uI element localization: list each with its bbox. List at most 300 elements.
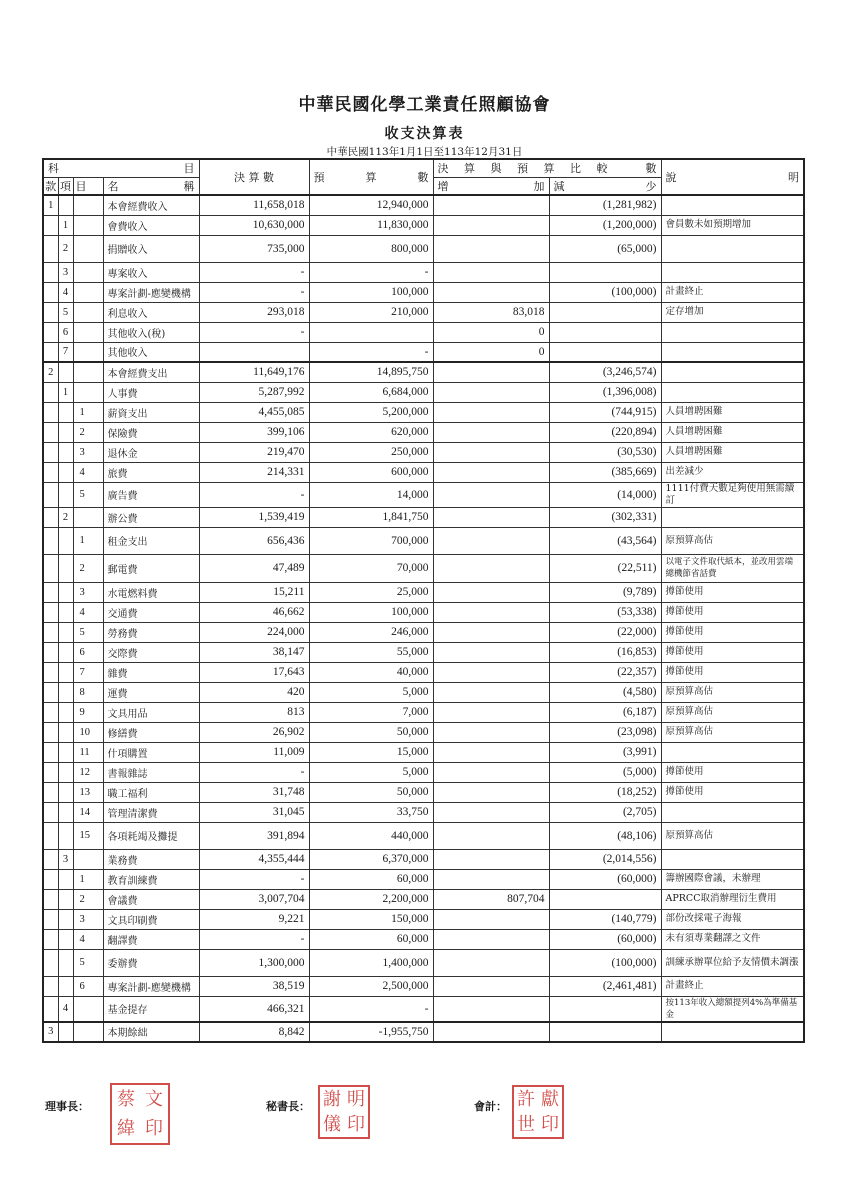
table-row [43, 382, 804, 402]
actual-cell: - [199, 282, 309, 302]
table-row [43, 802, 804, 822]
table-row [43, 949, 804, 976]
name-label-end: 稱 [183, 179, 195, 193]
decrease-cell [549, 889, 661, 909]
organization-title: 中華民國化學工業責任照顧協會 [298, 95, 551, 115]
item-name-cell: 勞務費 [103, 622, 199, 642]
item-name-cell: 廣告費 [103, 482, 199, 507]
actual-cell: 31,748 [199, 782, 309, 802]
note-cell: 按113年收入總額提列4%為準備基金 [661, 996, 804, 1022]
note-cell [661, 507, 804, 527]
decrease-header [549, 177, 661, 195]
kuan-cell [43, 235, 58, 262]
xiang-cell [58, 422, 73, 442]
note-cell: 撙節使用 [661, 662, 804, 682]
kuan-cell [43, 949, 58, 976]
xiang-cell [58, 682, 73, 702]
table-row [43, 342, 804, 362]
note-cell [661, 362, 804, 382]
item-name-cell: 旅費 [103, 462, 199, 482]
note-cell: 撙節使用 [661, 622, 804, 642]
budget-cell: - [309, 996, 433, 1022]
decrease-cell: (60,000) [549, 869, 661, 889]
kuan-cell [43, 422, 58, 442]
actual-cell: 399,106 [199, 422, 309, 442]
increase-cell [433, 1022, 549, 1042]
mu-cell [73, 362, 103, 382]
item-name-cell: 專案收入 [103, 262, 199, 282]
note-cell [661, 849, 804, 869]
table-row [43, 929, 804, 949]
comparison-header [433, 159, 661, 177]
kuan-cell [43, 742, 58, 762]
xiang-cell [58, 362, 73, 382]
item-name-cell: 文具用品 [103, 702, 199, 722]
decrease-cell: (302,331) [549, 507, 661, 527]
report-period: 中華民國113年1月1日至113年12月31日 [326, 146, 523, 158]
chairman-seal-stamp [110, 1083, 170, 1145]
decrease-cell: (744,915) [549, 402, 661, 422]
note-cell [661, 195, 804, 215]
item-name-cell: 書報雜誌 [103, 762, 199, 782]
actual-cell: 8,842 [199, 1022, 309, 1042]
budget-cell: 800,000 [309, 235, 433, 262]
xiang-cell [58, 869, 73, 889]
budget-cell: 55,000 [309, 642, 433, 662]
kuan-cell [43, 482, 58, 507]
note-cell: 出差減少 [661, 462, 804, 482]
mu-cell: 13 [73, 782, 103, 802]
item-name-cell: 各項耗竭及攤提 [103, 822, 199, 849]
increase-cell [433, 909, 549, 929]
actual-header: 決 算 數 [199, 159, 309, 195]
increase-cell: 83,018 [433, 302, 549, 322]
increase-cell [433, 996, 549, 1022]
increase-cell [433, 929, 549, 949]
decrease-cell [549, 262, 661, 282]
increase-cell [433, 462, 549, 482]
item-name-cell: 職工福利 [103, 782, 199, 802]
actual-cell: - [199, 262, 309, 282]
mu-cell: 4 [73, 602, 103, 622]
actual-cell: 1,539,419 [199, 507, 309, 527]
budget-cell: 25,000 [309, 582, 433, 602]
note-cell: 撙節使用 [661, 602, 804, 622]
actual-cell: 391,894 [199, 822, 309, 849]
increase-cell [433, 849, 549, 869]
note-cell: 原預算高估 [661, 527, 804, 554]
seal-character: 許 [517, 1088, 535, 1110]
budget-cell: 1,400,000 [309, 949, 433, 976]
actual-cell: - [199, 929, 309, 949]
table-row [43, 262, 804, 282]
xiang-cell [58, 822, 73, 849]
table-row [43, 869, 804, 889]
item-name-cell: 交際費 [103, 642, 199, 662]
item-name-cell: 辦公費 [103, 507, 199, 527]
item-name-cell: 專案計劃-應變機構 [103, 976, 199, 996]
mu-cell: 4 [73, 929, 103, 949]
xiang-cell [58, 662, 73, 682]
note-cell: APRCC取消辦理衍生費用 [661, 889, 804, 909]
table-row [43, 582, 804, 602]
decrease-cell: (2,014,556) [549, 849, 661, 869]
table-row [43, 909, 804, 929]
budget-cell: 5,000 [309, 682, 433, 702]
mu-cell: 1 [73, 527, 103, 554]
decrease-cell: (22,511) [549, 554, 661, 582]
table-row [43, 976, 804, 996]
budget-cell: 14,895,750 [309, 362, 433, 382]
note-cell: 1111付費天數足夠使用無需續訂 [661, 482, 804, 507]
table-body [43, 195, 804, 1042]
decrease-cell: (100,000) [549, 949, 661, 976]
budget-cell: 5,200,000 [309, 402, 433, 422]
table-row [43, 742, 804, 762]
item-name-cell: 其他收入(稅) [103, 322, 199, 342]
note-cell [661, 322, 804, 342]
decrease-cell: (1,200,000) [549, 215, 661, 235]
budget-cell: 11,830,000 [309, 215, 433, 235]
table-row [43, 822, 804, 849]
secretary-signature-label: 秘書長： [266, 1100, 310, 1113]
table-row [43, 702, 804, 722]
seal-character: 世 [517, 1113, 535, 1135]
xiang-cell [58, 602, 73, 622]
item-name-cell: 捐贈收入 [103, 235, 199, 262]
budget-cell: - [309, 342, 433, 362]
kuan-cell [43, 662, 58, 682]
note-cell: 籌辦國際會議，未辦理 [661, 869, 804, 889]
decrease-cell: (385,669) [549, 462, 661, 482]
item-name-cell: 專案計劃-應變機構 [103, 282, 199, 302]
budget-cell: 250,000 [309, 442, 433, 462]
kuan-cell [43, 302, 58, 322]
note-cell: 計畫終止 [661, 282, 804, 302]
xiang-cell: 3 [58, 849, 73, 869]
mu-cell [73, 849, 103, 869]
xiang-cell [58, 949, 73, 976]
increase-cell [433, 527, 549, 554]
kuan-cell [43, 762, 58, 782]
kuan-cell [43, 822, 58, 849]
note-cell: 人員增聘困難 [661, 402, 804, 422]
xiang-cell [58, 1022, 73, 1042]
xiang-cell [58, 442, 73, 462]
actual-cell: 5,287,992 [199, 382, 309, 402]
xiang-cell [58, 195, 73, 215]
mu-cell [73, 322, 103, 342]
document-title: 收支決算表 [384, 126, 465, 142]
increase-cell [433, 822, 549, 849]
decrease-cell [549, 322, 661, 342]
mu-cell: 3 [73, 582, 103, 602]
decrease-cell: (220,894) [549, 422, 661, 442]
decrease-cell: (30,530) [549, 442, 661, 462]
mu-cell: 14 [73, 802, 103, 822]
increase-cell [433, 782, 549, 802]
actual-cell: 293,018 [199, 302, 309, 322]
mu-header: 目 [73, 177, 103, 195]
decrease-cell: (60,000) [549, 929, 661, 949]
kuan-cell [43, 282, 58, 302]
seal-character: 蔡 [117, 1088, 135, 1110]
kuan-cell [43, 342, 58, 362]
subject-header [43, 159, 199, 177]
xiang-cell [58, 582, 73, 602]
table-row [43, 402, 804, 422]
item-name-cell: 業務費 [103, 849, 199, 869]
mu-cell [73, 302, 103, 322]
kuan-cell [43, 215, 58, 235]
decrease-cell: (22,000) [549, 622, 661, 642]
actual-cell: 9,221 [199, 909, 309, 929]
table-row [43, 282, 804, 302]
table-row [43, 482, 804, 507]
note-cell [661, 235, 804, 262]
actual-cell: 38,147 [199, 642, 309, 662]
item-name-cell: 什項購置 [103, 742, 199, 762]
mu-cell: 5 [73, 482, 103, 507]
item-name-cell: 翻譯費 [103, 929, 199, 949]
actual-cell: - [199, 322, 309, 342]
kuan-cell [43, 462, 58, 482]
table-row [43, 782, 804, 802]
decrease-cell: (2,461,481) [549, 976, 661, 996]
item-name-cell: 郵電費 [103, 554, 199, 582]
budget-label-b: 算 [365, 171, 377, 184]
table-row [43, 722, 804, 742]
income-expense-table [42, 158, 805, 1043]
decrease-label-end: 少 [645, 179, 657, 193]
mu-cell: 7 [73, 662, 103, 682]
xiang-cell [58, 642, 73, 662]
item-name-cell: 保險費 [103, 422, 199, 442]
decrease-cell: (4,580) [549, 682, 661, 702]
mu-cell: 5 [73, 622, 103, 642]
mu-cell: 11 [73, 742, 103, 762]
mu-cell: 8 [73, 682, 103, 702]
increase-cell [433, 662, 549, 682]
note-cell [661, 802, 804, 822]
seal-character: 謝 [323, 1088, 341, 1110]
note-cell: 訓練承辦單位給予友情價未調漲 [661, 949, 804, 976]
item-name-cell: 交通費 [103, 602, 199, 622]
budget-header [309, 159, 433, 195]
xiang-cell [58, 762, 73, 782]
mu-cell: 1 [73, 869, 103, 889]
kuan-cell [43, 849, 58, 869]
kuan-cell [43, 682, 58, 702]
decrease-cell: (1,396,008) [549, 382, 661, 402]
kuan-cell [43, 802, 58, 822]
actual-cell: 224,000 [199, 622, 309, 642]
seal-character: 儀 [323, 1113, 341, 1135]
note-cell: 原預算高估 [661, 822, 804, 849]
table-row [43, 215, 804, 235]
comparison-label: 決 算 與 預 算 比 較 [437, 162, 614, 176]
increase-header [433, 177, 549, 195]
note-cell [661, 382, 804, 402]
xiang-cell [58, 402, 73, 422]
xiang-cell: 7 [58, 342, 73, 362]
decrease-cell: (140,779) [549, 909, 661, 929]
table-row [43, 554, 804, 582]
budget-cell: 6,370,000 [309, 849, 433, 869]
budget-cell: 15,000 [309, 742, 433, 762]
decrease-cell: (1,281,982) [549, 195, 661, 215]
note-cell: 計畫終止 [661, 976, 804, 996]
budget-cell: 2,500,000 [309, 976, 433, 996]
xiang-cell [58, 722, 73, 742]
seal-character: 獻 [541, 1088, 559, 1110]
budget-cell: 2,200,000 [309, 889, 433, 909]
table-row [43, 762, 804, 782]
increase-cell [433, 976, 549, 996]
decrease-cell: (65,000) [549, 235, 661, 262]
note-label-end: 明 [788, 171, 800, 184]
mu-cell: 3 [73, 442, 103, 462]
kuan-cell [43, 782, 58, 802]
xiang-cell: 5 [58, 302, 73, 322]
item-name-cell: 利息收入 [103, 302, 199, 322]
item-name-cell: 本期餘絀 [103, 1022, 199, 1042]
kuan-cell [43, 996, 58, 1022]
mu-cell [73, 262, 103, 282]
budget-cell: 100,000 [309, 602, 433, 622]
header-row-1 [43, 159, 804, 177]
decrease-cell: (16,853) [549, 642, 661, 662]
kuan-cell: 3 [43, 1022, 58, 1042]
subject-label: 科 [48, 162, 59, 176]
table-row [43, 1022, 804, 1042]
kuan-cell [43, 929, 58, 949]
increase-cell [433, 382, 549, 402]
actual-cell: - [199, 762, 309, 782]
table-row [43, 302, 804, 322]
kuan-cell [43, 722, 58, 742]
table-row [43, 322, 804, 342]
increase-label-end: 加 [533, 179, 545, 193]
item-name-cell: 教育訓練費 [103, 869, 199, 889]
actual-cell [199, 342, 309, 362]
name-label: 名 [107, 179, 119, 193]
accountant-signature-label: 會計： [474, 1100, 507, 1113]
decrease-cell: (100,000) [549, 282, 661, 302]
item-name-cell: 雜費 [103, 662, 199, 682]
actual-cell: 11,649,176 [199, 362, 309, 382]
table-row [43, 422, 804, 442]
decrease-cell: (9,789) [549, 582, 661, 602]
decrease-cell [549, 996, 661, 1022]
kuan-cell [43, 527, 58, 554]
actual-cell: 3,007,704 [199, 889, 309, 909]
kuan-cell: 2 [43, 362, 58, 382]
mu-cell [73, 282, 103, 302]
increase-cell [433, 262, 549, 282]
decrease-cell: (5,000) [549, 762, 661, 782]
item-name-cell: 會議費 [103, 889, 199, 909]
item-name-cell: 薪資支出 [103, 402, 199, 422]
actual-cell: 17,643 [199, 662, 309, 682]
increase-cell [433, 282, 549, 302]
budget-cell: 210,000 [309, 302, 433, 322]
note-label: 說 [665, 171, 677, 184]
increase-cell [433, 507, 549, 527]
budget-cell: 12,940,000 [309, 195, 433, 215]
budget-cell: 620,000 [309, 422, 433, 442]
item-name-cell: 修繕費 [103, 722, 199, 742]
kuan-cell [43, 582, 58, 602]
mu-cell [73, 996, 103, 1022]
actual-cell: 46,662 [199, 602, 309, 622]
actual-cell: 214,331 [199, 462, 309, 482]
table-row [43, 442, 804, 462]
decrease-cell: (23,098) [549, 722, 661, 742]
table-row [43, 622, 804, 642]
decrease-cell: (3,246,574) [549, 362, 661, 382]
xiang-cell [58, 462, 73, 482]
budget-cell: 50,000 [309, 722, 433, 742]
name-header [103, 177, 199, 195]
decrease-cell: (53,338) [549, 602, 661, 622]
item-name-cell: 其他收入 [103, 342, 199, 362]
kuan-cell [43, 442, 58, 462]
kuan-cell [43, 507, 58, 527]
item-name-cell: 會費收入 [103, 215, 199, 235]
mu-cell: 2 [73, 889, 103, 909]
actual-cell: 11,009 [199, 742, 309, 762]
increase-cell: 0 [433, 322, 549, 342]
item-name-cell: 基金提存 [103, 996, 199, 1022]
seal-character: 印 [541, 1113, 559, 1135]
increase-cell [433, 362, 549, 382]
xiang-cell [58, 622, 73, 642]
increase-cell [433, 554, 549, 582]
note-cell: 撙節使用 [661, 762, 804, 782]
actual-cell: 735,000 [199, 235, 309, 262]
increase-cell [433, 642, 549, 662]
decrease-cell: (14,000) [549, 482, 661, 507]
comparison-label-end: 數 [645, 162, 657, 176]
mu-cell [73, 195, 103, 215]
decrease-label: 減 [553, 179, 565, 193]
xiang-cell: 1 [58, 382, 73, 402]
budget-cell: 600,000 [309, 462, 433, 482]
increase-cell [433, 582, 549, 602]
budget-cell: -1,955,750 [309, 1022, 433, 1042]
decrease-cell: (43,564) [549, 527, 661, 554]
budget-cell: 246,000 [309, 622, 433, 642]
xiang-cell [58, 527, 73, 554]
item-name-cell: 運費 [103, 682, 199, 702]
table-row [43, 996, 804, 1022]
actual-cell: 813 [199, 702, 309, 722]
mu-cell [73, 507, 103, 527]
xiang-cell: 4 [58, 282, 73, 302]
increase-cell [433, 195, 549, 215]
actual-cell: 38,519 [199, 976, 309, 996]
decrease-cell: (3,991) [549, 742, 661, 762]
item-name-cell: 委辦費 [103, 949, 199, 976]
mu-cell: 10 [73, 722, 103, 742]
increase-cell [433, 215, 549, 235]
note-header [661, 159, 804, 195]
kuan-cell [43, 402, 58, 422]
note-cell: 原預算高估 [661, 722, 804, 742]
budget-cell: 33,750 [309, 802, 433, 822]
mu-cell [73, 1022, 103, 1042]
